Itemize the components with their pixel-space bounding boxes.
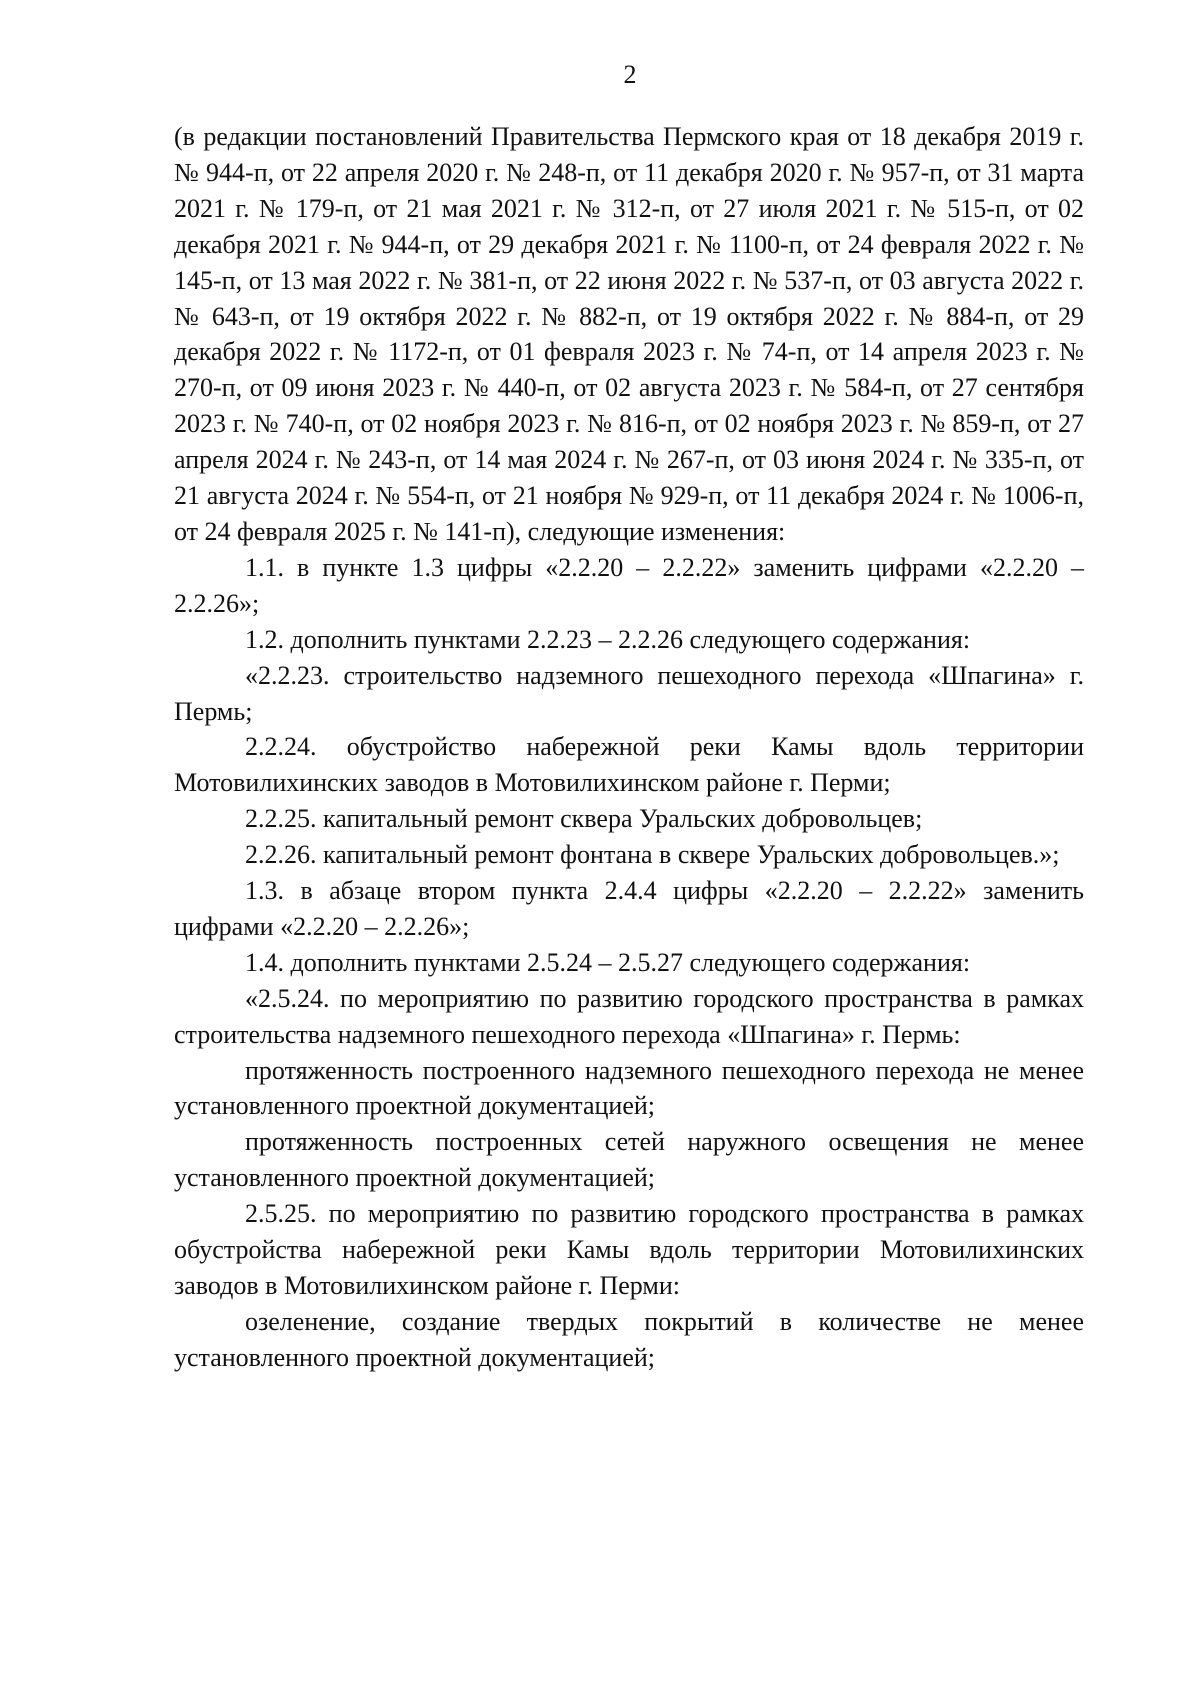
paragraph-amendments-history: (в редакции постановлений Правительства Пермского края от 18 декабря 2019 г. № 944-п, от 22 апреля 2020 г. № 248-п, от 11 декабря 2020 г. № 957-п, от 31 марта 2021 г. № 179-п, от 21 мая 2021 г. № 312-п, от 27 июля 2021 г. № 515-п, от 02 декабря 2021 г. № 944-п, от 29 декабря 2021 г. № 1100-п, от 24 февраля 2022 г. № 145-п, от 13 мая 2022 г. № 381-п, от 22 июня 2022 г. № 537-п, от 03 августа 2022 г. № 643-п, от 19 октября 2022 г. № 882-п, от 19 октября 2022 г. № 884-п, от 29 декабря 2022 г. № 1172-п, от 01 февраля 2023 г. № 74-п, от 14 апреля 2023 г. № 270-п, от 09 июня 2023 г. № 440-п, от 02 августа 2023 г. № 584-п, от 27 сентября 2023 г. № 740-п, от 02 ноября 2023 г. № 816-п, от 02 ноября 2023 г. № 859-п, от 27 апреля 2024 г. № 243-п, от 14 мая 2024 г. № 267-п, от 03 июня 2024 г. № 335-п, от 21 августа 2024 г. № 554-п, от 21 ноября № 929-п, от 11 декабря 2024 г. № 1006-п, от 24 февраля 2025 г. № 141-п), следующие изменения: [174, 122, 1084, 546]
paragraph-2-2-25: 2.2.25. капитальный ремонт сквера Уральских добровольцев; [245, 804, 923, 834]
document-body [174, 119, 1084, 1376]
paragraph-landscaping: озеленение, создание твердых покрытий в количестве не менее установленного проектной документацией; [174, 1306, 1084, 1372]
paragraph-lighting-length: протяженность построенных сетей наружного освещения не менее установленного проектной документацией; [174, 1127, 1084, 1193]
paragraph-crossing-length: протяженность построенного надземного пешеходного перехода не менее установленного проектной документацией; [174, 1055, 1084, 1121]
paragraph-2-5-24: «2.5.24. по мероприятию по развитию городского пространства в рамках строительства надземного пешеходного перехода «Шпагина» г. Пермь: [174, 983, 1084, 1049]
paragraph-2-2-23: «2.2.23. строительство надземного пешеходного перехода «Шпагина» г. Пермь; [174, 660, 1084, 726]
paragraph-1-1: 1.1. в пункте 1.3 цифры «2.2.20 – 2.2.22» заменить цифрами «2.2.20 – 2.2.26»; [174, 552, 1084, 618]
page-number: 2 [623, 60, 637, 89]
paragraph-1-2: 1.2. дополнить пунктами 2.2.23 – 2.2.26 следующего содержания: [245, 624, 971, 654]
paragraph-1-4: 1.4. дополнить пунктами 2.5.24 – 2.5.27 следующего содержания: [245, 947, 971, 977]
paragraph-1-3: 1.3. в абзаце втором пункта 2.4.4 цифры «2.2.20 – 2.2.22» заменить цифрами «2.2.20 – 2.2.26»; [174, 876, 1084, 941]
paragraph-2-5-25: 2.5.25. по мероприятию по развитию городского пространства в рамках обустройства набережной реки Камы вдоль территории Мотовилихинских заводов в Мотовилихинском районе г. Перми: [174, 1199, 1084, 1300]
paragraph-2-2-24: 2.2.24. обустройство набережной реки Камы вдоль территории Мотовилихинских заводов в Мотовилихинском районе г. Перми; [174, 732, 1084, 798]
paragraph-2-2-26: 2.2.26. капитальный ремонт фонтана в сквере Уральских добровольцев.»; [245, 840, 1060, 870]
